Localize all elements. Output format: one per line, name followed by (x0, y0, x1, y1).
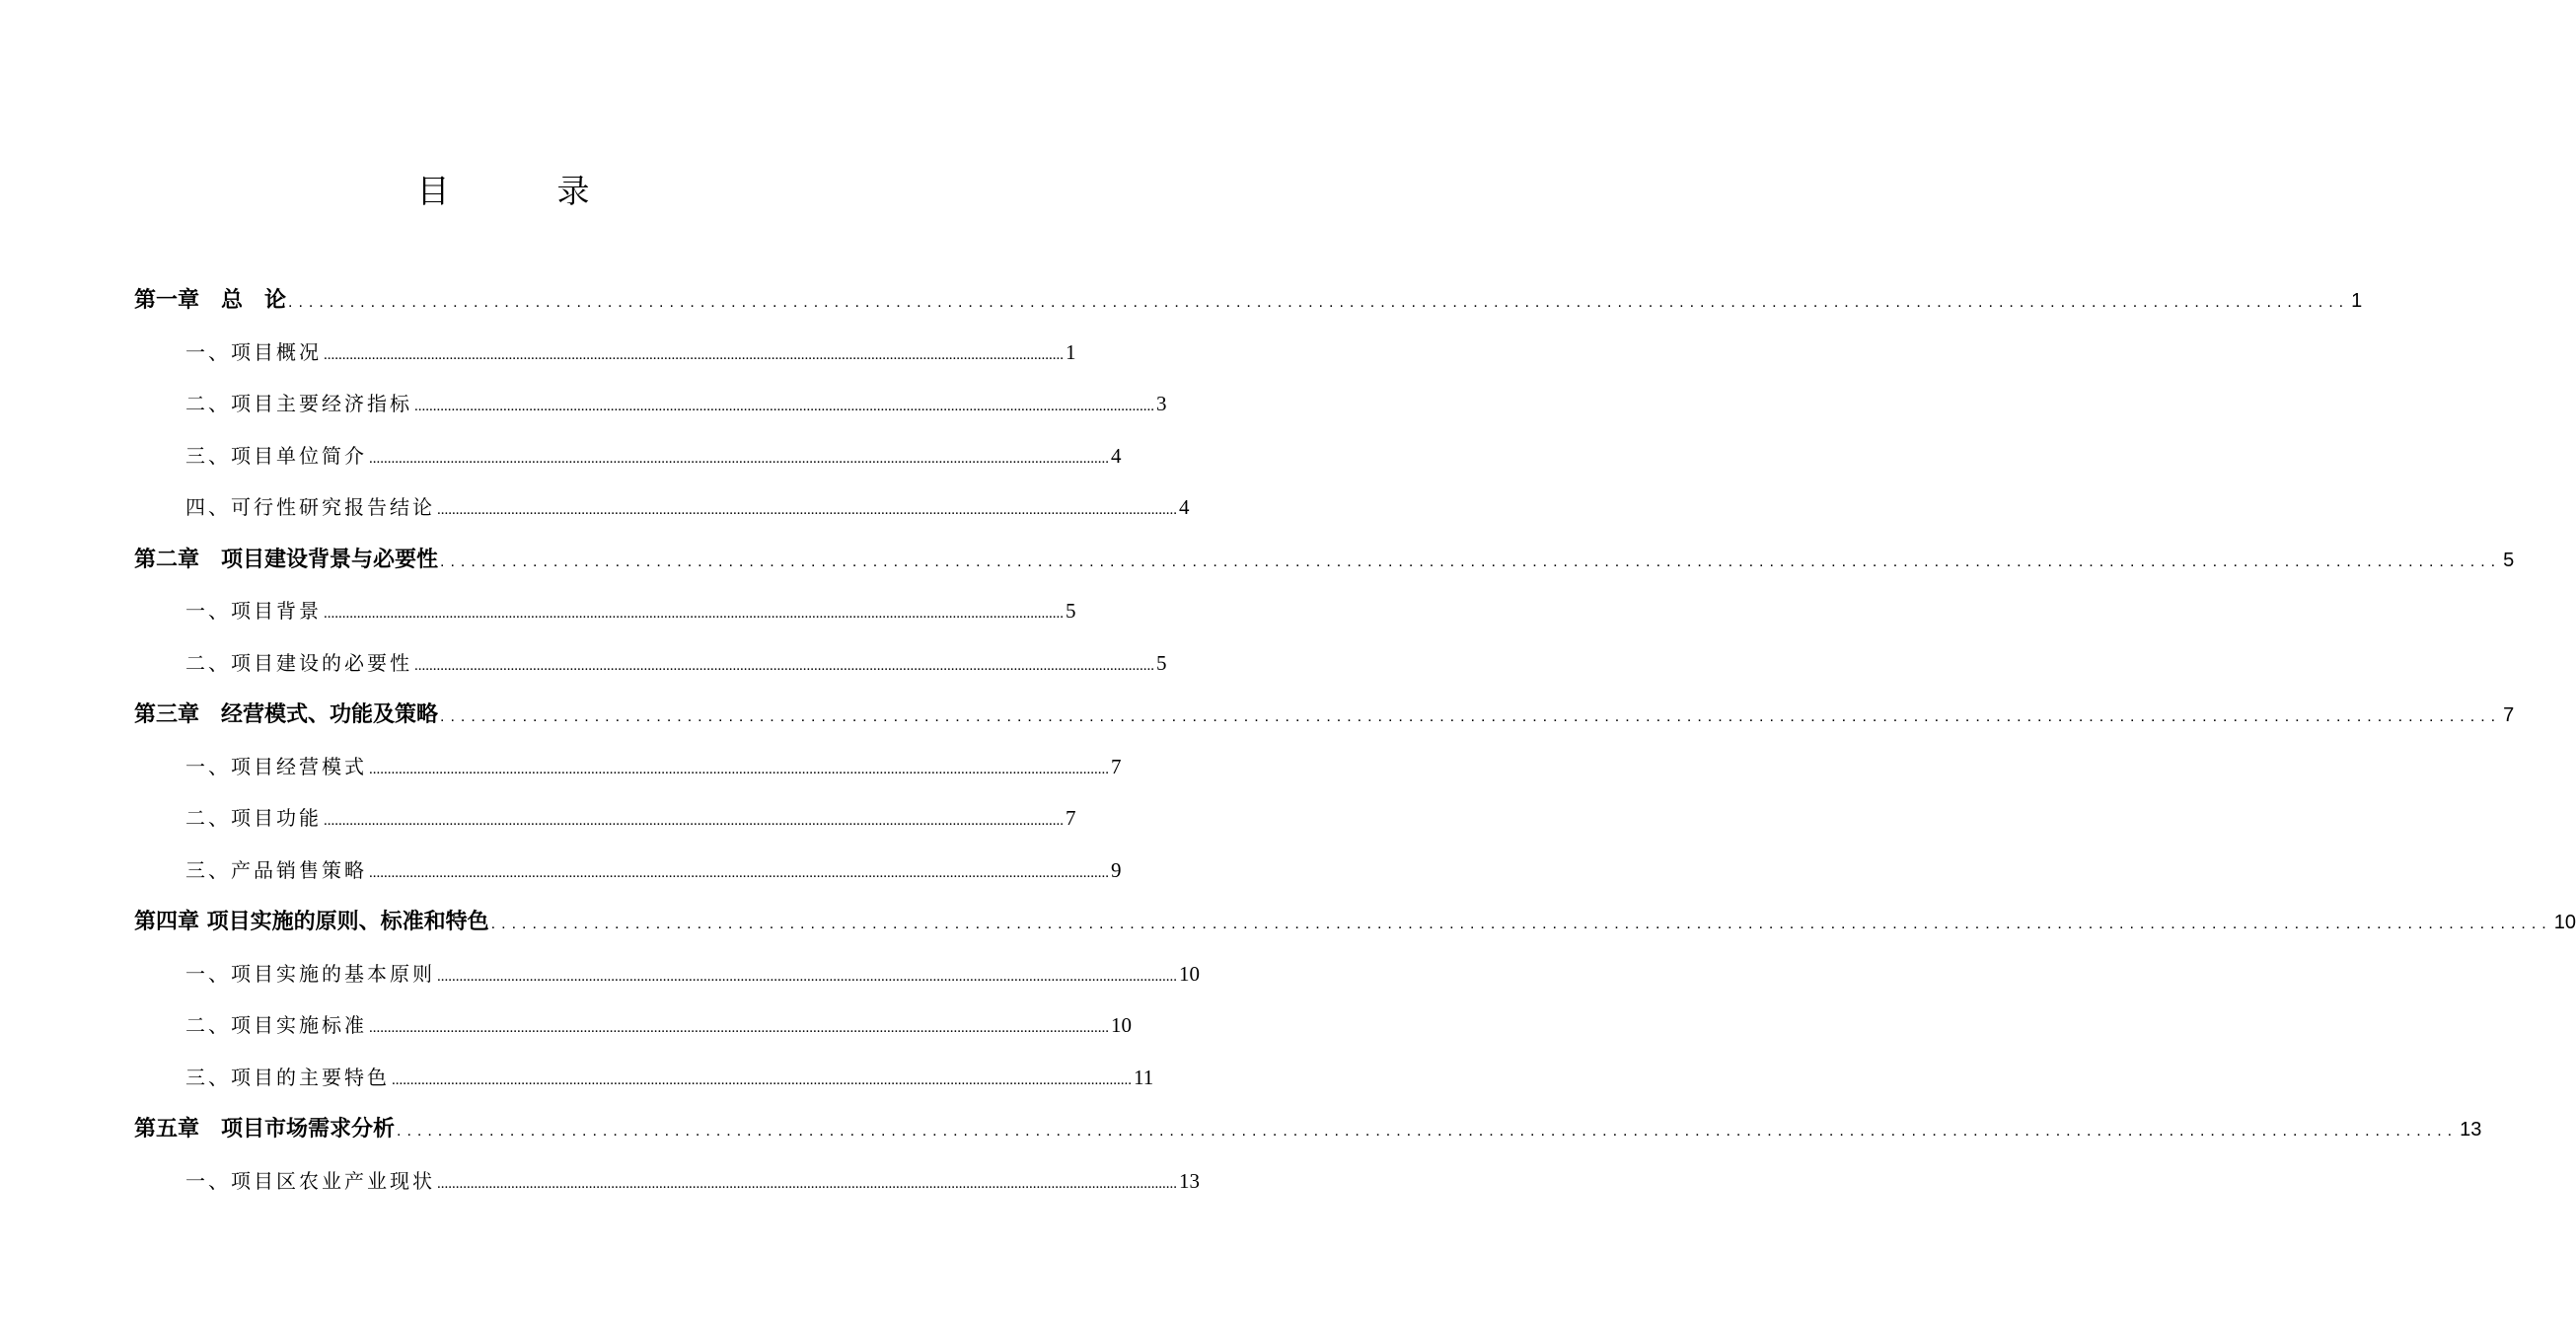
toc-entry-label: 一、项目区农业产业现状 (185, 1168, 435, 1193)
dot-leader: ........................................................................................................................................................................................................ (414, 399, 1154, 414)
toc-section-entry[interactable] (134, 434, 1122, 486)
toc-page-number: 11 (1134, 1065, 1154, 1089)
toc-section-entry[interactable] (134, 1056, 1154, 1108)
dot-leader: ........................................................................................................................................................................................................ (437, 968, 1177, 985)
toc-page-number: 5 (1066, 599, 1076, 623)
toc-entry-label: 三、产品销售策略 (185, 857, 367, 882)
toc-section-entry[interactable] (134, 485, 1190, 538)
dot-leader: ........................................................................................................................................................................................................ (324, 346, 1064, 363)
toc-chapter-entry[interactable] (134, 900, 2576, 952)
toc-section-entry[interactable] (134, 589, 1076, 641)
toc-chapter-entry[interactable] (134, 538, 2515, 590)
toc-page-number: 9 (1111, 857, 1122, 882)
dot-leader: ........................................................................................................................................................................................................ (397, 1123, 2459, 1140)
dot-leader: ........................................................................................................................................................................................................ (440, 708, 2502, 725)
toc-chapter-entry[interactable] (134, 278, 2363, 331)
dot-leader: ........................................................................................................................................................................................................ (369, 1020, 1109, 1036)
toc-entry-label: 一、项目经营模式 (185, 754, 367, 778)
dot-leader: ........................................................................................................................................................................................................ (324, 606, 1064, 622)
toc-entry-label: 二、项目功能 (185, 806, 322, 830)
toc-section-entry[interactable] (134, 1003, 1132, 1056)
toc-chapter-entry[interactable] (134, 693, 2515, 745)
toc-page-number: 7 (1111, 754, 1122, 778)
toc-entry-label: 二、项目建设的必要性 (185, 650, 412, 675)
toc-entry-label: 第三章 经营模式、功能及策略 (134, 701, 439, 727)
toc-chapter-entry[interactable] (134, 1107, 2482, 1159)
toc-section-entry[interactable] (134, 745, 1122, 797)
dot-leader: ........................................................................................................................................................................................................ (369, 761, 1109, 777)
toc-section-entry[interactable] (134, 382, 1167, 434)
toc-section-entry[interactable] (134, 1159, 1200, 1212)
dot-leader: ........................................................................................................................................................................................................ (437, 1175, 1177, 1192)
toc-entry-label: 第二章 项目建设背景与必要性 (134, 546, 439, 572)
toc-entry-label: 三、项目的主要特色 (185, 1065, 390, 1089)
toc-page-number: 4 (1111, 443, 1122, 468)
dot-leader: ........................................................................................................................................................................................................ (288, 294, 2350, 311)
toc-page-number: 7 (1066, 806, 1076, 830)
toc-list (134, 278, 2576, 1211)
toc-section-entry[interactable] (134, 952, 1200, 1004)
toc-page-number: 7 (2503, 704, 2515, 726)
toc-entry-label: 第四章 项目实施的原则、标准和特色 (134, 909, 489, 934)
dot-leader: ........................................................................................................................................................................................................ (440, 552, 2502, 570)
toc-page-number: 3 (1156, 392, 1167, 415)
toc-entry-label: 二、项目实施标准 (185, 1013, 367, 1037)
dot-leader: ........................................................................................................................................................................................................ (392, 1071, 1132, 1088)
dot-leader: ........................................................................................................................................................................................................ (369, 450, 1109, 467)
toc-section-entry[interactable] (134, 848, 1122, 901)
toc-section-entry[interactable] (134, 796, 1076, 848)
toc-entry-label: 二、项目主要经济指标 (185, 392, 412, 415)
toc-page-number: 10 (1111, 1013, 1132, 1037)
toc-title: 目 录 (416, 172, 627, 210)
toc-page-number: 5 (2503, 549, 2515, 571)
toc-entry-label: 第五章 项目市场需求分析 (134, 1116, 396, 1142)
toc-entry-label: 一、项目概况 (185, 339, 322, 364)
toc-page-number: 4 (1179, 495, 1190, 519)
dot-leader: ........................................................................................................................................................................................................ (324, 813, 1064, 829)
toc-entry-label: 一、项目实施的基本原则 (185, 961, 435, 986)
toc-section-entry[interactable] (134, 331, 1076, 383)
toc-page-number: 10 (1179, 961, 1200, 986)
toc-entry-label: 第一章 总 论 (134, 287, 287, 313)
toc-page-number: 13 (2460, 1119, 2482, 1141)
toc-entry-label: 一、项目背景 (185, 599, 322, 623)
toc-entry-label: 四、可行性研究报告结论 (185, 495, 435, 519)
toc-entry-label: 三、项目单位简介 (185, 443, 367, 468)
toc-page-number: 5 (1156, 650, 1167, 675)
toc-page-number: 1 (2351, 290, 2363, 312)
toc-section-entry[interactable] (134, 641, 1167, 694)
toc-page-number: 13 (1179, 1168, 1200, 1193)
dot-leader: ........................................................................................................................................................................................................ (490, 916, 2552, 932)
dot-leader: ........................................................................................................................................................................................................ (369, 864, 1109, 881)
dot-leader: ........................................................................................................................................................................................................ (437, 502, 1177, 518)
toc-page-number: 1 (1066, 339, 1076, 364)
dot-leader: ........................................................................................................................................................................................................ (414, 657, 1154, 674)
toc-page-number: 10 (2553, 912, 2576, 933)
